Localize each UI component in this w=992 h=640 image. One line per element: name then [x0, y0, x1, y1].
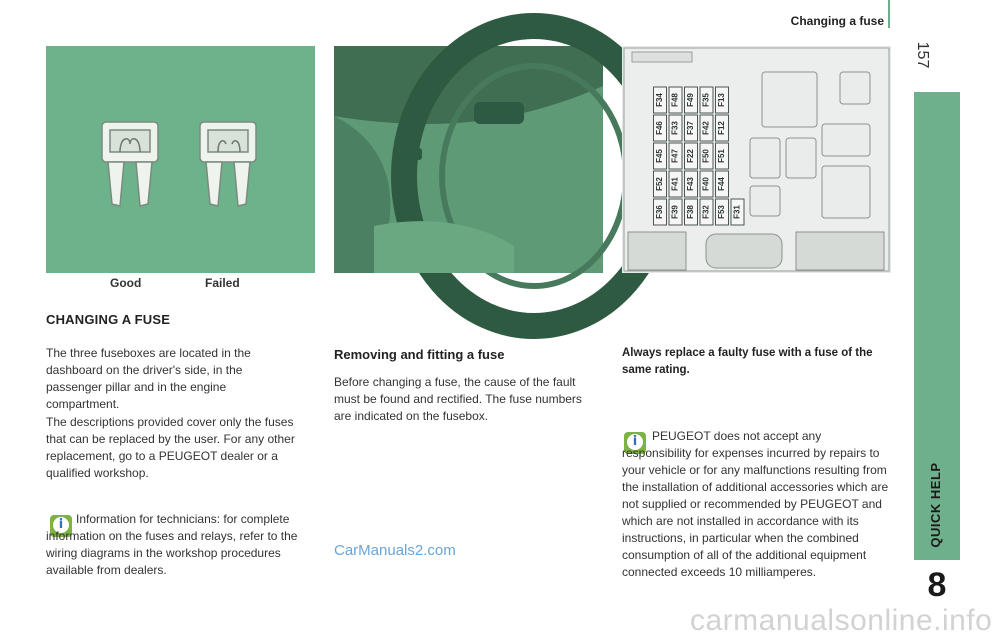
fuse-slot [716, 143, 729, 169]
fuse-label: F49 [686, 93, 696, 107]
fuse-slot [669, 115, 682, 141]
fuse-slot [669, 87, 682, 113]
fuse-slot [685, 171, 698, 197]
good-fuse-drawing [102, 122, 158, 206]
fuse-label: F39 [670, 205, 680, 219]
fuse-label: F52 [655, 177, 665, 191]
fuse-label: F51 [717, 149, 727, 163]
info-peugeot-text: PEUGEOT does not accept any responsibility for expenses incurred by repairs to your vehicle or for any malfunctions resulting from the installation of additional accessories which are not supplied or recommended by PEUGEOT and which are not installed in accordance with its instructions, in particular when the combined consumption of all of the additional equipment connected exceeds 10 milliamperes. [622, 429, 889, 579]
paragraph-before-changing: Before changing a fuse, the cause of the fault must be found and rectified. The fuse numbers are indicated on the fusebox. [334, 375, 582, 423]
info-technicians-text: Information for technicians: for complete information on the fuses and relays, refer to the wiring diagrams in the workshop procedures available from dealers. [46, 512, 298, 577]
carmanuals-watermark: CarManuals2.com [334, 542, 456, 559]
caption-failed: Failed [205, 276, 240, 290]
fuse-slot [716, 199, 729, 225]
fuse-label: F35 [701, 93, 711, 107]
fuse-label: F42 [701, 121, 711, 135]
fuse-slot [716, 171, 729, 197]
fuse-slot [654, 199, 667, 225]
info-icon: i [624, 432, 646, 454]
chapter-number: 8 [927, 566, 947, 604]
fuse-label: F31 [732, 205, 742, 219]
fuse-slot [669, 143, 682, 169]
fuse-label: F34 [655, 93, 665, 107]
fuse-illustration [46, 46, 315, 273]
fuse-label: F40 [701, 177, 711, 191]
fuse-label: F37 [686, 121, 696, 135]
fuse-slot [685, 115, 698, 141]
fuse-slot [669, 199, 682, 225]
fuse-slot [669, 171, 682, 197]
fuse-slot [685, 143, 698, 169]
fuse-slot [654, 115, 667, 141]
fuse-label: F22 [686, 149, 696, 163]
note-same-rating: Always replace a faulty fuse with a fuse of the same rating. [622, 347, 873, 376]
fuse-slot [700, 199, 713, 225]
fuse-slot [700, 87, 713, 113]
fuse-label: F53 [717, 205, 727, 219]
fuse-label: F12 [717, 121, 727, 135]
fuse-label: F47 [670, 149, 680, 163]
fuse-label: F43 [686, 177, 696, 191]
fuse-label: F45 [655, 149, 665, 163]
fusebox-drawing [622, 46, 891, 273]
fuse-slot [685, 199, 698, 225]
info-peugeot-responsibility [622, 428, 892, 581]
fuse-slot [700, 115, 713, 141]
fuse-label: F48 [670, 93, 680, 107]
fuse-slot [716, 115, 729, 141]
dashboard-photo [334, 46, 603, 273]
fuse-label: F33 [670, 121, 680, 135]
fuse-label: F13 [717, 93, 727, 107]
section-heading-changing-fuse: CHANGING A FUSE [46, 312, 171, 327]
fuse-slot [685, 87, 698, 113]
fuse-slot [700, 171, 713, 197]
fuse-slot [654, 143, 667, 169]
header-divider [888, 0, 890, 28]
fuse-label: F38 [686, 205, 696, 219]
fuse-label: F32 [701, 205, 711, 219]
paragraph-user-replaceable: The descriptions provided cover only the fuses that can be replaced by the user. For any other replacement, go to a PEUGEOT dealer or a qualified workshop. [46, 415, 295, 480]
section-heading-removing-fitting: Removing and fitting a fuse [334, 347, 505, 362]
fuse-label: F46 [655, 121, 665, 135]
fuse-slot [731, 199, 744, 225]
fuse-label: F41 [670, 177, 680, 191]
info-icon: i [50, 515, 72, 537]
fuse-label: F44 [717, 177, 727, 191]
fuse-slot [654, 171, 667, 197]
caption-good: Good [110, 276, 142, 290]
fuse-slot [700, 143, 713, 169]
fuse-label: F50 [701, 149, 711, 163]
chapter-side-label: QUICK HELP [928, 462, 943, 548]
fuse-drawing [46, 46, 315, 273]
footer-watermark: carmanualsonline.info [690, 604, 992, 637]
paragraph-fusebox-locations: The three fuseboxes are located in the dashboard on the driver's side, in the passenger pillar and in the engine compartment. [46, 346, 251, 411]
failed-fuse-drawing [200, 122, 256, 206]
info-technicians [46, 511, 308, 579]
dashboard-drawing [334, 46, 603, 273]
fusebox-diagram [622, 46, 891, 273]
fuse-slot [654, 87, 667, 113]
fuse-label: F36 [655, 205, 665, 219]
fuse-slot [716, 87, 729, 113]
page-number: 157 [914, 41, 931, 69]
page-header-title: Changing a fuse [790, 14, 884, 28]
